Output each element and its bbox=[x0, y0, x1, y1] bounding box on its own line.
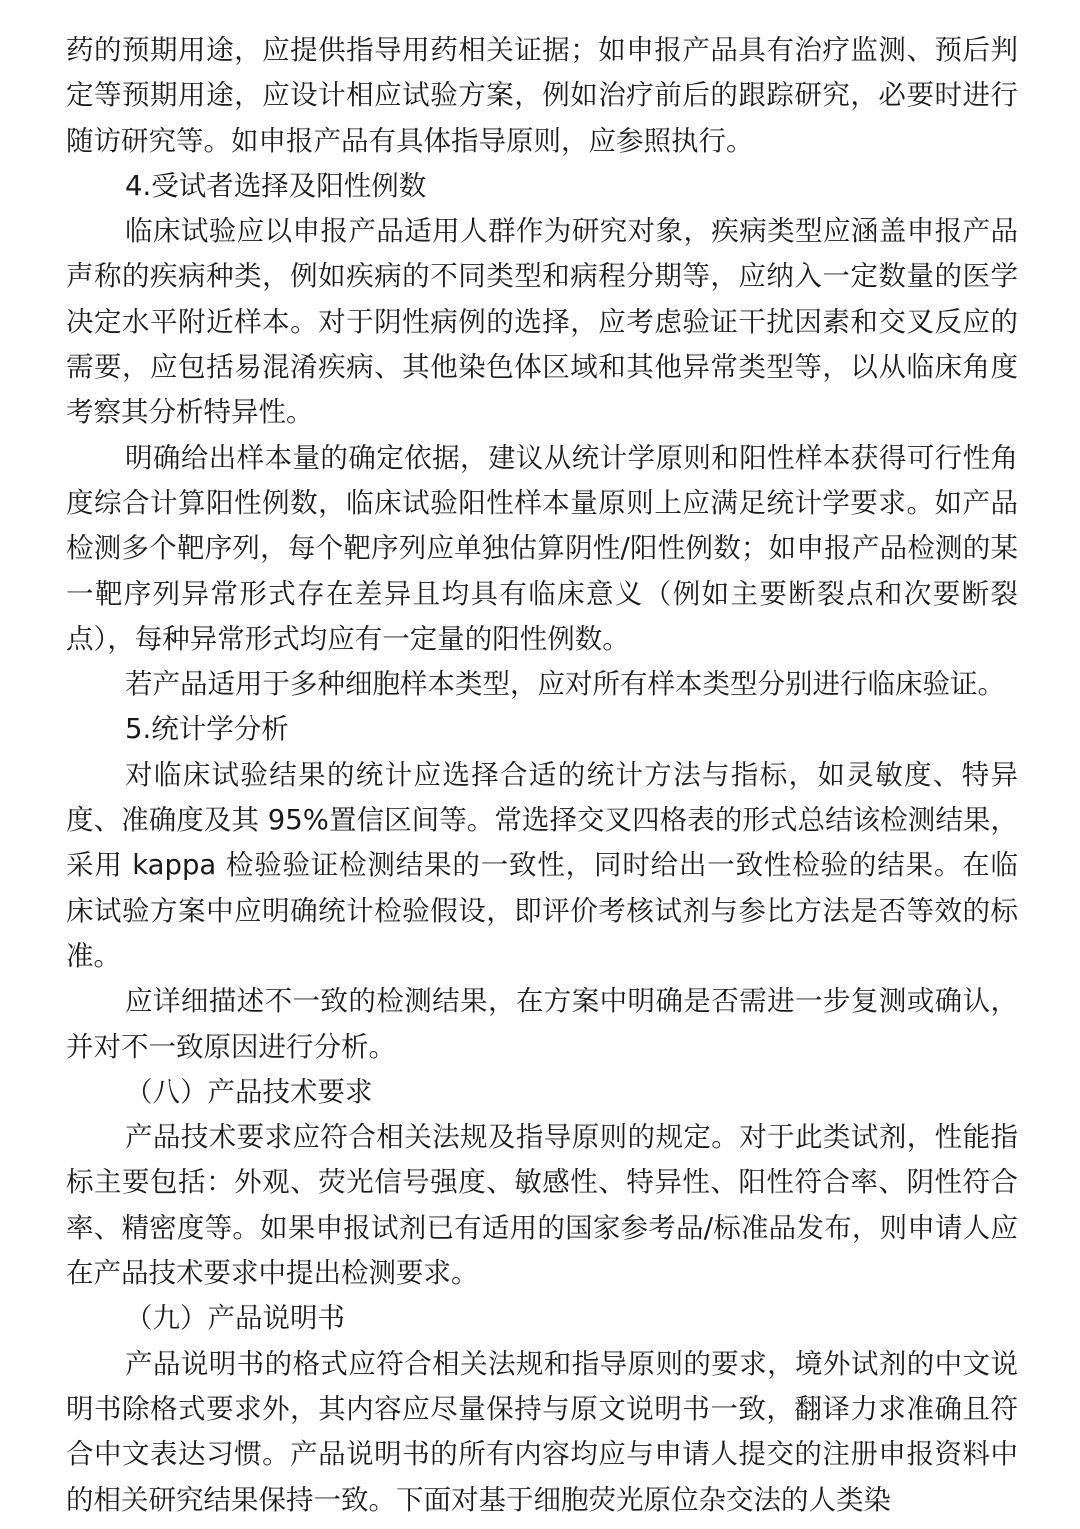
document-page bbox=[66, 28, 1018, 1523]
section-heading-technical-requirements: （八）产品技术要求 bbox=[125, 1075, 373, 1108]
paragraph-continued: 药的预期用途，应提供指导用药相关证据；如申报产品具有治疗监测、预后判定等预期用途，应设计相应试验方案，例如治疗前后的跟踪研究，必要时进行随访研究等。如申报产品有具体指导原则，应参照执行。 bbox=[66, 34, 1018, 157]
paragraph-sample-size: 明确给出样本量的确定依据，建议从统计学原则和阳性样本获得可行性角度综合计算阳性例数，临床试验阳性样本量原则上应满足统计学要求。如产品检测多个靶序列，每个靶序列应单独估算阴性/阳性例数；如申报产品检测的某一靶序列异常形式存在差异且均具有临床意义（例如主要断裂点和次要断裂点），每种异常形式均应有一定量的阳性例数。 bbox=[66, 441, 1018, 655]
section-heading-subjects: 4.受试者选择及阳性例数 bbox=[125, 169, 427, 202]
paragraph-sample-types: 若产品适用于多种细胞样本类型，应对所有样本类型分别进行临床验证。 bbox=[125, 668, 1005, 701]
paragraph-subject-selection: 临床试验应以申报产品适用人群作为研究对象，疾病类型应涵盖申报产品声称的疾病种类，例如疾病的不同类型和病程分期等，应纳入一定数量的医学决定水平附近样本。对于阴性病例的选择，应考虑验证干扰因素和交叉反应的需要，应包括易混淆疾病、其他染色体区域和其他异常类型等，以从临床角度考察其分析特异性。 bbox=[66, 215, 1018, 429]
paragraph-technical-requirements: 产品技术要求应符合相关法规及指导原则的规定。对于此类试剂，性能指标主要包括：外观、荧光信号强度、敏感性、特异性、阳性符合率、阴性符合率、精密度等。如果申报试剂已有适用的国家参考品/标准品发布，则申请人应在产品技术要求中提出检测要求。 bbox=[66, 1121, 1018, 1290]
paragraph-inconsistent-results: 应详细描述不一致的检测结果，在方案中明确是否需进一步复测或确认，并对不一致原因进行分析。 bbox=[66, 985, 1018, 1063]
section-heading-statistics: 5.统计学分析 bbox=[125, 713, 289, 746]
section-heading-instructions: （九）产品说明书 bbox=[125, 1302, 345, 1335]
paragraph-instructions: 产品说明书的格式应符合相关法规和指导原则的要求，境外试剂的中文说明书除格式要求外，其内容应尽量保持与原文说明书一致，翻译力求准确且符合中文表达习惯。产品说明书的所有内容均应与申请人提交的注册申报资料中的相关研究结果保持一致。下面对基于细胞荧光原位杂交法的人类染 bbox=[66, 1347, 1018, 1516]
paragraph-statistical-methods: 对临床试验结果的统计应选择合适的统计方法与指标，如灵敏度、特异度、准确度及其 95%置信区间等。常选择交叉四格表的形式总结该检测结果，采用 kappa 检验验证检测结果的一致性，同时给出一致性检验的结果。在临床试验方案中应明确统计检验假设，即评价考核试剂与参比方法是否等效的标准。 bbox=[66, 758, 1018, 972]
